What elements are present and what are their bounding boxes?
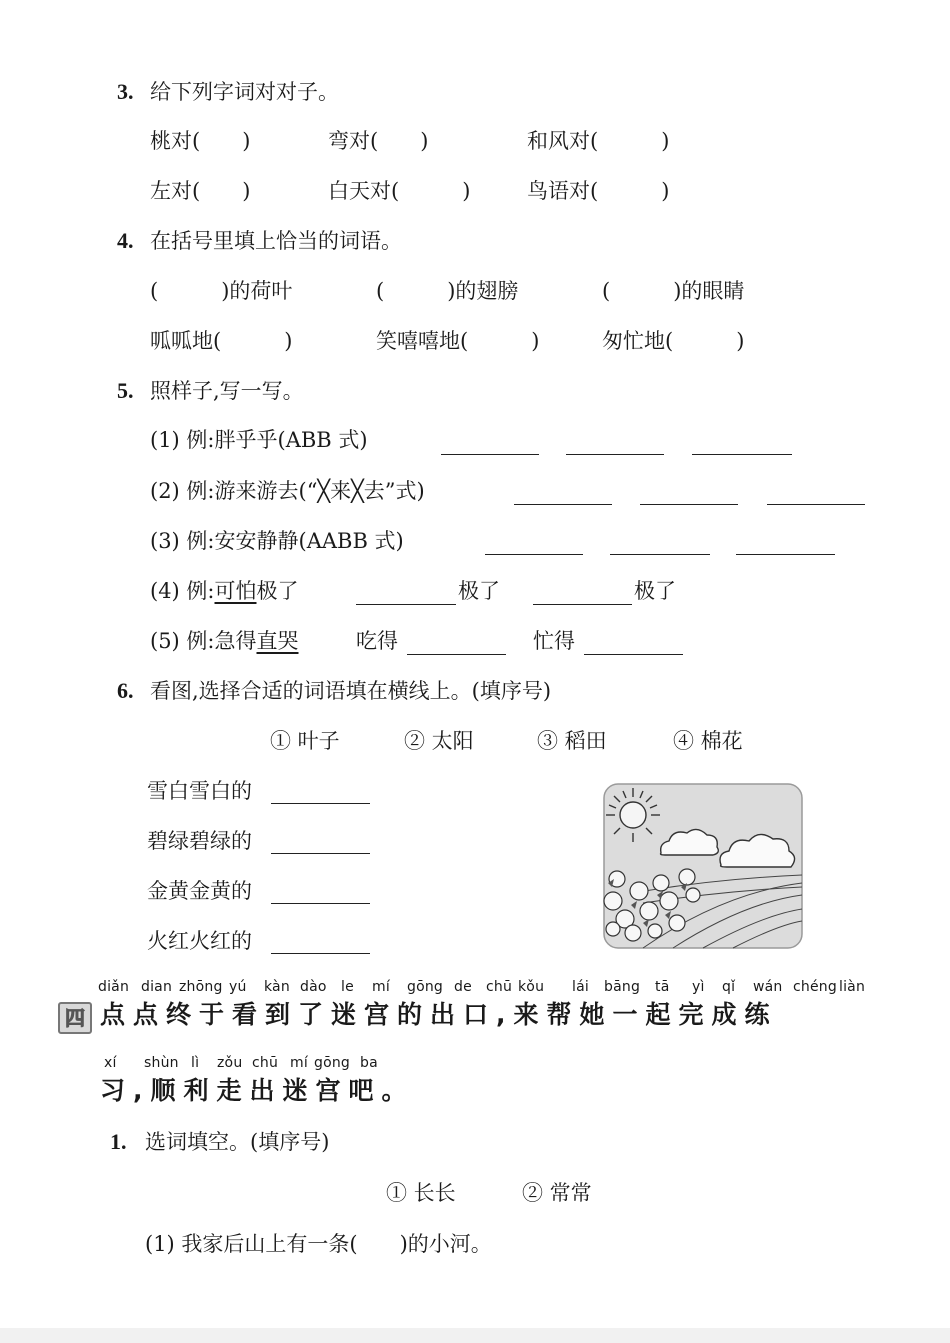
- q4-phrase-3[interactable]: ( )的眼睛: [602, 279, 745, 303]
- q5-item-3-blank-1[interactable]: [485, 554, 583, 555]
- pinyin: zhōng: [179, 979, 223, 995]
- section4-text-line1: 点点终于看到了迷宫的出口,来帮她一起完成练: [100, 1000, 778, 1029]
- q5-item-3-blank-3[interactable]: [736, 554, 835, 555]
- pinyin: de: [454, 979, 472, 995]
- pinyin: xí: [104, 1055, 117, 1071]
- s4q1-number: 1.: [110, 1129, 127, 1154]
- pinyin: ba: [360, 1055, 378, 1071]
- pinyin: gōng: [407, 979, 444, 995]
- scene-illustration: [603, 783, 803, 949]
- pinyin: bāng: [604, 979, 641, 995]
- q6-line-4-label: 火红火红的: [147, 929, 252, 953]
- q4-number: 4.: [117, 228, 134, 253]
- q5-item-5-fill-1-prefix: 吃得: [356, 629, 398, 653]
- q6-option-2: ② 太阳: [404, 729, 474, 753]
- q5-item-5-blank-1[interactable]: [407, 654, 506, 655]
- q6-line-4-blank[interactable]: [271, 953, 370, 954]
- q5-item-5-prefix: (5) 例:急得: [150, 629, 257, 653]
- q6-title: 看图,选择合适的词语填在横线上。(填序号): [150, 679, 552, 703]
- page-bottom-edge: [0, 1328, 950, 1343]
- q5-item-2-label: (2) 例:游来游去(“╳来╳去”式): [150, 479, 425, 503]
- q4-phrase-5[interactable]: 笑嘻嘻地( ): [376, 329, 540, 353]
- pinyin: diǎn: [98, 979, 130, 995]
- q5-item-1-blank-3[interactable]: [692, 454, 792, 455]
- q6-line-1-blank[interactable]: [271, 803, 370, 804]
- q6-option-4: ④ 棉花: [673, 729, 743, 753]
- q3-pair-5[interactable]: 白天对( ): [328, 179, 471, 203]
- s4q1-title: 选词填空。(填序号): [145, 1130, 330, 1154]
- q5-item-2-blank-3[interactable]: [767, 504, 865, 505]
- q5-item-5-example: 直哭: [256, 629, 299, 653]
- q3-pair-1[interactable]: 桃对( ): [150, 129, 251, 153]
- q5-item-4-blank-2[interactable]: [533, 604, 632, 605]
- q6-line-3-blank[interactable]: [271, 903, 370, 904]
- q5-item-1-blank-1[interactable]: [441, 454, 539, 455]
- q3-pair-4[interactable]: 左对( ): [150, 179, 251, 203]
- pinyin: qǐ: [722, 979, 736, 995]
- pinyin: mí: [290, 1055, 308, 1071]
- q3-title: 给下列字词对对子。: [150, 80, 339, 104]
- pinyin: dian: [141, 979, 173, 995]
- pinyin: mí: [372, 979, 390, 995]
- q5-item-1-label: (1) 例:胖乎乎(ABB 式): [150, 428, 368, 452]
- q4-phrase-2[interactable]: ( )的翅膀: [376, 279, 519, 303]
- q5-item-4-prefix: (4) 例:: [150, 579, 215, 603]
- q5-item-5-blank-2[interactable]: [584, 654, 683, 655]
- q3-number: 3.: [117, 79, 134, 104]
- pinyin: yì: [692, 979, 705, 995]
- q5-number: 5.: [117, 378, 134, 403]
- q6-number: 6.: [117, 678, 134, 703]
- q5-item-1-blank-2[interactable]: [566, 454, 664, 455]
- q4-title: 在括号里填上恰当的词语。: [150, 229, 402, 253]
- pinyin: kǒu: [518, 979, 545, 995]
- pinyin: kàn: [264, 979, 290, 995]
- pinyin: chū: [252, 1055, 279, 1071]
- q6-line-2-blank[interactable]: [271, 853, 370, 854]
- q5-item-4-fill-2-suffix: 极了: [634, 579, 676, 603]
- q5-item-4-example: 可怕: [214, 579, 257, 603]
- q3-pair-2[interactable]: 弯对( ): [328, 129, 429, 153]
- q4-phrase-1[interactable]: ( )的荷叶: [150, 279, 293, 303]
- q6-line-2-label: 碧绿碧绿的: [147, 829, 252, 853]
- section4-text-line2: 习,顺利走出迷宫吧。: [100, 1076, 415, 1105]
- s4q1-option-2: ② 常常: [522, 1181, 592, 1205]
- q6-option-3: ③ 稻田: [537, 729, 607, 753]
- pinyin: tā: [655, 979, 670, 995]
- q5-item-4-fill-1-suffix: 极了: [458, 579, 500, 603]
- q5-item-5-fill-2-prefix: 忙得: [533, 629, 575, 653]
- sun-icon: [606, 788, 660, 842]
- pinyin: wán: [753, 979, 783, 995]
- q6-option-1: ① 叶子: [270, 729, 340, 753]
- q5-title: 照样子,写一写。: [150, 379, 304, 403]
- s4q1-option-1: ① 长长: [386, 1181, 456, 1205]
- q5-item-4: [150, 579, 299, 603]
- pinyin: gōng: [314, 1055, 351, 1071]
- q6-line-3-label: 金黄金黄的: [147, 879, 252, 903]
- q5-item-4-blank-1[interactable]: [356, 604, 456, 605]
- q5-item-2-blank-1[interactable]: [514, 504, 612, 505]
- section-4-icon: 四: [58, 1002, 92, 1034]
- q3-pair-6[interactable]: 鸟语对( ): [527, 179, 670, 203]
- q4-phrase-6[interactable]: 匆忙地( ): [602, 329, 745, 353]
- q4-phrase-4[interactable]: 呱呱地( ): [150, 329, 293, 353]
- pinyin: yú: [229, 979, 247, 995]
- pinyin: zǒu: [217, 1055, 243, 1071]
- pinyin: lì: [191, 1055, 200, 1071]
- pinyin: dào: [300, 979, 327, 995]
- pinyin: shùn: [144, 1055, 179, 1071]
- q5-item-4-suffix: 极了: [256, 579, 299, 603]
- q5-item-3-label: (3) 例:安安静静(AABB 式): [150, 529, 404, 553]
- q5-item-5: [150, 629, 299, 653]
- q3-pair-3[interactable]: 和风对( ): [527, 129, 670, 153]
- pinyin: chū: [486, 979, 513, 995]
- s4q1-sentence-1[interactable]: (1) 我家后山上有一条( )的小河。: [145, 1232, 492, 1256]
- pinyin: liàn: [839, 979, 866, 995]
- q5-item-3-blank-2[interactable]: [610, 554, 710, 555]
- pinyin: le: [341, 979, 354, 995]
- q6-line-1-label: 雪白雪白的: [147, 779, 252, 803]
- pinyin: lái: [572, 979, 589, 995]
- pinyin: chéng: [793, 979, 837, 995]
- q5-item-2-blank-2[interactable]: [640, 504, 738, 505]
